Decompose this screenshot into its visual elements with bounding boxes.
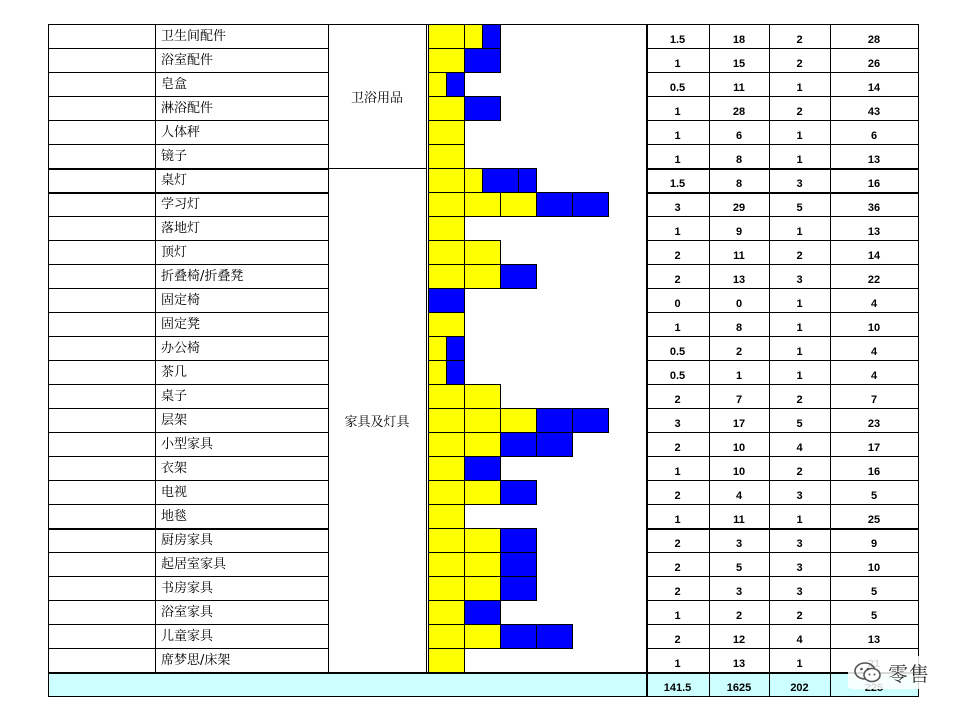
cell-value: 23 (867, 418, 881, 430)
cell-value: 2 (674, 442, 681, 454)
item-name: 办公椅 (161, 341, 201, 356)
table-bottom-line (48, 696, 918, 697)
cell-value: 0.5 (669, 346, 686, 358)
yellow-bar-segment (464, 240, 501, 265)
item-name: 折叠椅/折叠凳 (161, 269, 244, 284)
cell-value: 1 (735, 370, 743, 382)
cell-value: 17 (732, 418, 746, 430)
yellow-bar-segment (464, 552, 501, 577)
row-line (646, 360, 918, 361)
row-line (646, 648, 918, 649)
cell-value: 2 (674, 274, 681, 286)
yellow-bar-segment (428, 432, 465, 457)
row-line (646, 408, 918, 409)
cell-value: 6 (870, 130, 878, 142)
blue-bar-segment (500, 576, 537, 601)
row-line (646, 480, 918, 481)
yellow-bar-segment (464, 168, 483, 193)
cell-value: 4 (870, 346, 878, 358)
cell-value: 2 (796, 58, 803, 70)
yellow-bar-segment (428, 360, 447, 385)
cell-value: 10 (867, 322, 881, 334)
blue-bar-segment (464, 456, 501, 481)
item-name: 衣架 (161, 461, 188, 476)
cell-value: 1.5 (669, 34, 686, 46)
item-name: 固定椅 (161, 293, 201, 308)
blue-bar-segment (572, 192, 609, 217)
cell-value: 1 (674, 610, 681, 622)
blue-bar-segment (464, 96, 501, 121)
cell-value: 1 (796, 298, 803, 310)
blue-bar-segment (536, 192, 573, 217)
cell-value: 8 (735, 322, 743, 334)
yellow-bar-segment (464, 624, 501, 649)
yellow-bar-segment (464, 264, 501, 289)
cell-value: 4 (796, 634, 803, 646)
cell-value: 1 (796, 370, 803, 382)
category-col-right (426, 24, 427, 672)
yellow-bar-segment (500, 408, 537, 433)
item-name: 起居室家具 (161, 557, 227, 572)
yellow-bar-segment (464, 576, 501, 601)
yellow-bar-segment (428, 384, 465, 409)
cell-value: 10 (732, 466, 746, 478)
cell-value: 5 (796, 418, 803, 430)
item-name: 电视 (161, 485, 188, 500)
cell-value: 3 (796, 538, 803, 550)
cell-value: 28 (867, 34, 881, 46)
yellow-bar-segment (428, 192, 465, 217)
row-line (646, 72, 918, 73)
yellow-bar-segment (464, 24, 483, 49)
blue-bar-segment (536, 432, 573, 457)
cell-value: 3 (796, 562, 803, 574)
yellow-bar-segment (428, 576, 465, 601)
category-divider (328, 168, 426, 169)
cell-value: 7 (735, 394, 743, 406)
cell-value: 9 (870, 538, 878, 550)
row-line (646, 144, 918, 145)
cell-value: 5 (796, 202, 803, 214)
cell-value: 1 (674, 58, 681, 70)
cell-value: 1 (796, 658, 803, 670)
blue-bar-segment (500, 528, 537, 553)
yellow-bar-segment (428, 24, 465, 49)
yellow-bar-segment (428, 624, 465, 649)
cell-value: 11 (733, 82, 745, 94)
cell-value: 7 (870, 394, 878, 406)
cell-value: 1 (796, 226, 803, 238)
item-name: 桌灯 (161, 173, 188, 188)
cell-value: 5 (870, 610, 878, 622)
cell-value: 26 (867, 58, 881, 70)
blue-bar-segment (536, 408, 573, 433)
blue-bar-segment (500, 432, 537, 457)
cell-value: 43 (867, 106, 881, 118)
blue-bar-segment (446, 336, 465, 361)
cell-value: 1 (674, 466, 681, 478)
cell-value: 3 (796, 490, 803, 502)
item-name: 淋浴配件 (161, 101, 214, 116)
row-line (646, 240, 918, 241)
cell-value: 10 (732, 442, 746, 454)
cell-value: 3 (735, 538, 743, 550)
item-name: 皂盒 (161, 77, 188, 92)
cell-value: 18 (732, 34, 746, 46)
cell-value: 3 (674, 202, 681, 214)
cell-value: 2 (674, 394, 681, 406)
cell-value: 0.5 (669, 82, 686, 94)
item-name: 桌子 (161, 389, 188, 404)
cell-value: 36 (867, 202, 881, 214)
item-name: 学习灯 (161, 197, 201, 212)
blue-bar-segment (536, 624, 573, 649)
cell-value: 14 (867, 250, 881, 262)
row-line (646, 336, 918, 337)
cell-value: 17 (867, 442, 881, 454)
cell-value: 2 (735, 346, 743, 358)
yellow-bar-segment (428, 144, 465, 169)
row-line (646, 576, 918, 577)
yellow-bar-segment (464, 480, 501, 505)
watermark (848, 656, 936, 689)
cell-value: 1 (674, 322, 681, 334)
cell-value: 2 (674, 538, 681, 550)
row-line (646, 264, 918, 265)
yellow-bar-segment (428, 600, 465, 625)
total-value: 141.5 (663, 682, 692, 694)
blue-bar-segment (446, 72, 465, 97)
item-name: 人体秤 (161, 125, 201, 140)
row-line (646, 552, 918, 553)
cell-value: 4 (735, 490, 743, 502)
item-name: 书房家具 (161, 581, 214, 596)
cell-value: 1 (796, 130, 803, 142)
cell-value: 16 (867, 466, 881, 478)
item-name: 层架 (161, 413, 188, 428)
cell-value: 12 (732, 634, 746, 646)
blue-bar-segment (518, 168, 537, 193)
cell-value: 1 (796, 514, 803, 526)
yellow-bar-segment (428, 408, 465, 433)
blue-bar-segment (482, 24, 501, 49)
yellow-bar-segment (500, 192, 537, 217)
cell-value: 9 (735, 226, 743, 238)
cell-value: 3 (796, 274, 803, 286)
cell-value: 3 (674, 418, 681, 430)
cell-value: 1 (796, 322, 803, 334)
cell-value: 4 (870, 298, 878, 310)
row-line (646, 168, 918, 170)
cell-value: 1 (674, 130, 681, 142)
row-line (646, 600, 918, 601)
cell-value: 2 (796, 34, 803, 46)
cell-value: 2 (674, 634, 681, 646)
total-value: 1625 (726, 682, 752, 694)
cell-value: 11 (733, 514, 745, 526)
item-name: 地毯 (161, 509, 188, 524)
blue-bar-segment (428, 288, 465, 313)
item-name: 落地灯 (161, 221, 201, 236)
yellow-bar-segment (428, 480, 465, 505)
cell-value: 2 (796, 106, 803, 118)
item-name: 顶灯 (161, 245, 188, 260)
yellow-bar-segment (428, 456, 465, 481)
cell-value: 0 (735, 298, 743, 310)
right-border (918, 24, 919, 697)
cell-value: 1 (674, 154, 681, 166)
cell-value: 1 (674, 658, 681, 670)
yellow-bar-segment (428, 96, 465, 121)
cell-value: 13 (732, 658, 746, 670)
yellow-bar-segment (464, 408, 501, 433)
yellow-bar-segment (428, 48, 465, 73)
cell-value: 3 (735, 586, 743, 598)
cell-value: 4 (870, 370, 878, 382)
item-name: 儿童家具 (161, 629, 214, 644)
blue-bar-segment (500, 480, 537, 505)
cell-value: 1 (796, 82, 803, 94)
row-line (646, 48, 918, 49)
item-name: 茶几 (161, 365, 188, 380)
cell-value: 2 (674, 250, 681, 262)
blue-bar-segment (446, 360, 465, 385)
cell-value: 5 (735, 562, 743, 574)
row-line (646, 96, 918, 97)
blue-bar-segment (500, 624, 537, 649)
cell-value: 11 (733, 250, 745, 262)
cell-value: 0 (674, 298, 681, 310)
yellow-bar-segment (428, 240, 465, 265)
blue-bar-segment (500, 552, 537, 577)
cell-value: 1 (796, 346, 803, 358)
yellow-bar-segment (428, 504, 465, 529)
row-line (646, 456, 918, 457)
yellow-bar-segment (464, 192, 501, 217)
yellow-bar-segment (428, 72, 447, 97)
item-name: 镜子 (161, 149, 188, 164)
wechat-icon (854, 661, 882, 685)
cell-value: 2 (796, 394, 803, 406)
cell-value: 29 (732, 202, 746, 214)
cell-value: 8 (735, 154, 743, 166)
cell-value: 1 (674, 106, 681, 118)
item-name: 席梦思/床架 (161, 653, 231, 668)
cell-value: 1 (796, 154, 803, 166)
yellow-bar-segment (428, 528, 465, 553)
row-line (646, 504, 918, 505)
yellow-bar-segment (428, 264, 465, 289)
row-line (646, 192, 918, 194)
item-name: 卫生间配件 (161, 29, 227, 44)
row-line (646, 120, 918, 121)
cell-value: 25 (867, 514, 881, 526)
row-line (646, 384, 918, 385)
cell-value: 22 (867, 274, 881, 286)
row-line (646, 216, 918, 217)
name-col-left (155, 24, 156, 672)
yellow-bar-segment (464, 432, 501, 457)
cell-value: 4 (796, 442, 803, 454)
blue-bar-segment (482, 168, 519, 193)
yellow-bar-segment (428, 336, 447, 361)
item-name: 厨房家具 (161, 533, 214, 548)
cell-value: 3 (796, 586, 803, 598)
cell-value: 28 (732, 106, 746, 118)
item-name: 浴室家具 (161, 605, 214, 620)
yellow-bar-segment (428, 168, 465, 193)
item-name: 固定凳 (161, 317, 201, 332)
row-line (646, 288, 918, 289)
cell-value: 8 (735, 178, 743, 190)
cell-value: 15 (732, 58, 746, 70)
yellow-bar-segment (428, 120, 465, 145)
name-col-right (328, 24, 329, 672)
yellow-bar-segment (428, 552, 465, 577)
row-line (646, 624, 918, 625)
cell-value: 14 (867, 82, 881, 94)
cell-value: 10 (867, 562, 881, 574)
total-value: 202 (790, 682, 809, 694)
cell-value: 13 (867, 154, 881, 166)
item-name: 小型家具 (161, 437, 214, 452)
cell-value: 5 (870, 490, 878, 502)
category-label: 卫浴用品 (350, 91, 403, 106)
item-name: 浴室配件 (161, 53, 214, 68)
watermark-text: 零售 (888, 662, 930, 686)
row-line (646, 528, 918, 530)
cell-value: 13 (867, 634, 881, 646)
yellow-bar-segment (428, 648, 465, 673)
cell-value: 0.5 (669, 370, 686, 382)
yellow-bar-segment (428, 312, 465, 337)
left-border (48, 24, 49, 696)
row-line (646, 432, 918, 433)
cell-value: 2 (796, 250, 803, 262)
cell-value: 13 (867, 226, 881, 238)
cell-value: 2 (674, 562, 681, 574)
cell-value: 1.5 (669, 178, 686, 190)
cell-value: 13 (732, 274, 746, 286)
cell-value: 2 (674, 490, 681, 502)
cell-value: 2 (735, 610, 743, 622)
row-line (646, 312, 918, 313)
cell-value: 3 (796, 178, 803, 190)
cell-value: 1 (674, 226, 681, 238)
cell-value: 1 (674, 514, 681, 526)
cell-value: 2 (796, 610, 803, 622)
cell-value: 2 (796, 466, 803, 478)
cell-value: 6 (735, 130, 743, 142)
category-label: 家具及灯具 (344, 415, 410, 430)
cell-value: 5 (870, 586, 878, 598)
blue-bar-segment (464, 48, 501, 73)
cell-value: 2 (674, 586, 681, 598)
blue-bar-segment (572, 408, 609, 433)
yellow-bar-segment (464, 384, 501, 409)
yellow-bar-segment (464, 528, 501, 553)
yellow-bar-segment (428, 216, 465, 241)
blue-bar-segment (500, 264, 537, 289)
blue-bar-segment (464, 600, 501, 625)
cell-value: 16 (867, 178, 881, 190)
